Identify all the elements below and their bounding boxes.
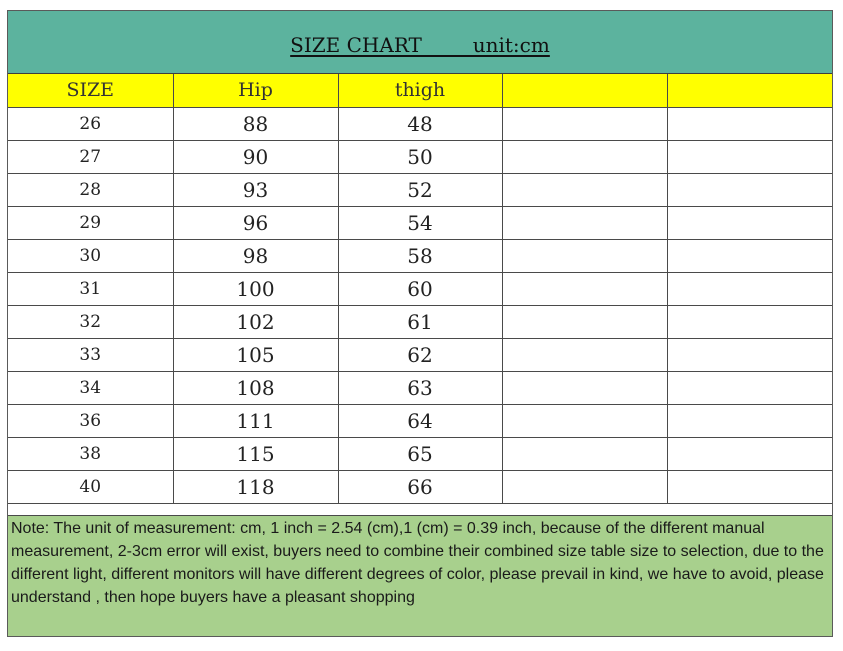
size-cell: 29 — [8, 206, 173, 239]
table-row — [8, 140, 832, 173]
size-cell: 31 — [8, 272, 173, 305]
column-header-empty — [667, 74, 832, 107]
hip-cell: 111 — [173, 404, 338, 437]
hip-cell: 93 — [173, 173, 338, 206]
empty-cell — [667, 404, 832, 437]
empty-cell — [667, 338, 832, 371]
empty-cell — [667, 371, 832, 404]
empty-cell — [502, 272, 667, 305]
thigh-cell: 64 — [338, 404, 502, 437]
column-header-size: SIZE — [8, 74, 173, 107]
thigh-cell: 48 — [338, 107, 502, 140]
size-cell: 32 — [8, 305, 173, 338]
size-cell: 36 — [8, 404, 173, 437]
header-row — [8, 74, 832, 107]
empty-cell — [502, 206, 667, 239]
empty-cell — [502, 140, 667, 173]
empty-cell — [667, 470, 832, 503]
empty-cell — [502, 371, 667, 404]
empty-cell — [667, 239, 832, 272]
hip-cell: 100 — [173, 272, 338, 305]
column-header-empty — [502, 74, 667, 107]
empty-cell — [502, 239, 667, 272]
empty-cell — [667, 140, 832, 173]
empty-cell — [502, 173, 667, 206]
thigh-cell: 62 — [338, 338, 502, 371]
table-row — [8, 470, 832, 503]
thigh-cell: 54 — [338, 206, 502, 239]
empty-cell — [667, 305, 832, 338]
thigh-cell: 61 — [338, 305, 502, 338]
size-cell: 28 — [8, 173, 173, 206]
hip-cell: 108 — [173, 371, 338, 404]
column-header-thigh: thigh — [338, 74, 502, 107]
table-row — [8, 338, 832, 371]
empty-cell — [502, 305, 667, 338]
table-row — [8, 305, 832, 338]
size-table — [8, 74, 832, 504]
size-chart-title: SIZE CHART unit:cm — [290, 33, 550, 57]
empty-cell — [502, 338, 667, 371]
hip-cell: 118 — [173, 470, 338, 503]
table-row — [8, 239, 832, 272]
hip-cell: 90 — [173, 140, 338, 173]
empty-cell — [502, 470, 667, 503]
size-cell: 33 — [8, 338, 173, 371]
size-cell: 38 — [8, 437, 173, 470]
measurement-note: Note: The unit of measurement: cm, 1 inch = 2.54 (cm),1 (cm) = 0.39 inch, because of the different manual measurement, 2-3cm error will exist, buyers need to combine their combined size table size to selection, due to the different light, different monitors will have different degrees of color, please prevail in kind, we have to avoid, please understand , then hope buyers have a pleasant shopping — [8, 515, 832, 636]
hip-cell: 115 — [173, 437, 338, 470]
empty-cell — [667, 437, 832, 470]
table-row — [8, 206, 832, 239]
table-row — [8, 371, 832, 404]
thigh-cell: 66 — [338, 470, 502, 503]
size-cell: 30 — [8, 239, 173, 272]
thigh-cell: 65 — [338, 437, 502, 470]
table-row — [8, 107, 832, 140]
empty-cell — [502, 437, 667, 470]
thigh-cell: 63 — [338, 371, 502, 404]
empty-cell — [502, 404, 667, 437]
hip-cell: 105 — [173, 338, 338, 371]
empty-cell — [667, 107, 832, 140]
table-row — [8, 173, 832, 206]
thigh-cell: 52 — [338, 173, 502, 206]
size-cell: 27 — [8, 140, 173, 173]
title-row — [8, 11, 832, 74]
table-row — [8, 404, 832, 437]
hip-cell: 102 — [173, 305, 338, 338]
size-chart-sheet — [7, 10, 833, 637]
hip-cell: 88 — [173, 107, 338, 140]
thigh-cell: 60 — [338, 272, 502, 305]
hip-cell: 96 — [173, 206, 338, 239]
table-row — [8, 272, 832, 305]
thigh-cell: 58 — [338, 239, 502, 272]
size-cell: 40 — [8, 470, 173, 503]
empty-cell — [667, 272, 832, 305]
column-header-hip: Hip — [173, 74, 338, 107]
size-cell: 34 — [8, 371, 173, 404]
hip-cell: 98 — [173, 239, 338, 272]
empty-cell — [667, 173, 832, 206]
empty-cell — [667, 206, 832, 239]
size-table-body — [8, 74, 832, 503]
thigh-cell: 50 — [338, 140, 502, 173]
table-row — [8, 437, 832, 470]
empty-cell — [502, 107, 667, 140]
size-cell: 26 — [8, 107, 173, 140]
